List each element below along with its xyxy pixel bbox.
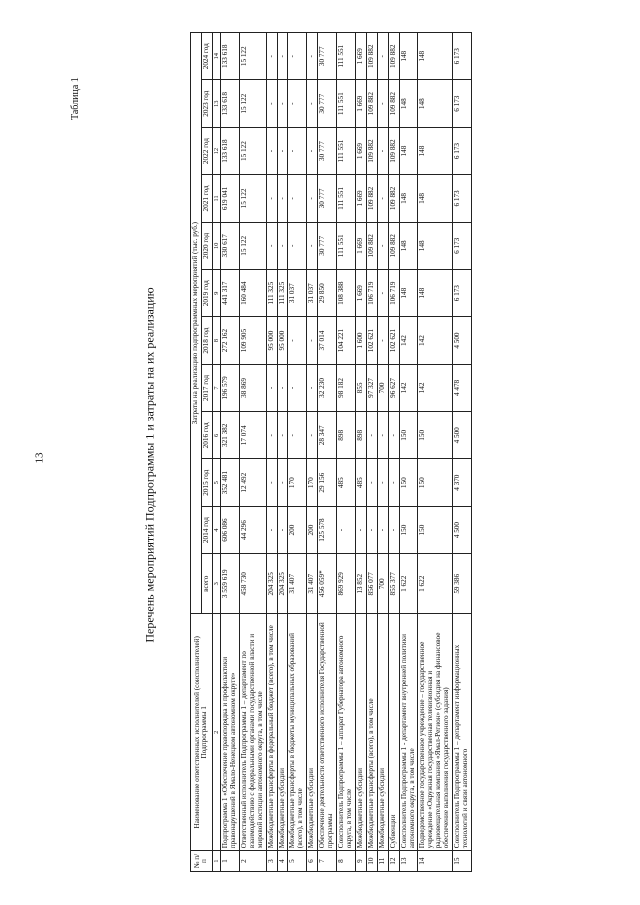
row-number: 13	[399, 851, 418, 872]
row-value: -	[377, 175, 388, 222]
header-column-number: 13	[212, 80, 220, 127]
row-value: 109 882	[388, 175, 399, 222]
page-number: 13	[33, 452, 46, 464]
row-value: 619 041	[220, 175, 239, 222]
rotated-table-container	[190, 32, 640, 872]
row-value: 148	[399, 222, 418, 269]
header-year: 2016 год	[201, 412, 212, 459]
row-value: 3 559 619	[220, 554, 239, 614]
row-value: 142	[418, 364, 453, 411]
row-value: -	[307, 222, 318, 269]
row-value: 109 882	[366, 222, 377, 269]
header-year: 2014 год	[201, 506, 212, 553]
table-row	[399, 33, 418, 872]
row-value: 15 122	[239, 175, 266, 222]
row-value: 1 669	[355, 175, 366, 222]
row-value: -	[307, 412, 318, 459]
row-value: 106 719	[388, 270, 399, 317]
row-value: 111 551	[337, 33, 356, 81]
row-number: 8	[337, 851, 356, 872]
row-value: 441 317	[220, 270, 239, 317]
row-value: 148	[399, 270, 418, 317]
row-number: 12	[388, 851, 399, 872]
row-value: 15 122	[239, 127, 266, 174]
row-value: 109 882	[388, 127, 399, 174]
table-row	[239, 33, 266, 872]
row-value: 352 481	[220, 459, 239, 506]
row-value: -	[288, 222, 307, 269]
table-row	[307, 33, 318, 872]
row-value: -	[266, 459, 277, 506]
row-value: 30 777	[318, 175, 337, 222]
table-row	[366, 33, 377, 872]
row-value: 59 386	[453, 554, 472, 614]
row-value: 4 500	[453, 412, 472, 459]
row-value: 17 074	[239, 412, 266, 459]
row-value: 4 500	[453, 317, 472, 364]
row-name: Межбюджетные трансферты в федеральный бюджет (всего), в том числе	[266, 614, 277, 851]
row-value: -	[377, 412, 388, 459]
row-value: 15 122	[239, 33, 266, 81]
row-value: 456 059*	[318, 554, 337, 614]
row-value: -	[288, 412, 307, 459]
row-value: -	[266, 175, 277, 222]
header-column-number: 1	[212, 851, 220, 872]
row-value: -	[307, 175, 318, 222]
row-value: 148	[418, 127, 453, 174]
header-column-number: 8	[212, 317, 220, 364]
row-value: 142	[418, 317, 453, 364]
row-value: 855 377	[388, 554, 399, 614]
row-value: 1 669	[355, 127, 366, 174]
header-column-number: 10	[212, 222, 220, 269]
row-value: 108 388	[337, 270, 356, 317]
row-value: 109 882	[388, 222, 399, 269]
row-value: -	[307, 127, 318, 174]
row-value: -	[277, 222, 288, 269]
row-value: 106 719	[366, 270, 377, 317]
header-year: 2024 год	[201, 33, 212, 81]
row-value: -	[288, 127, 307, 174]
row-number: 7	[318, 851, 337, 872]
header-column-number: 2	[212, 614, 220, 851]
row-value: 96 627	[388, 364, 399, 411]
row-value: -	[355, 506, 366, 553]
row-value: 485	[337, 459, 356, 506]
row-value: -	[307, 33, 318, 81]
row-value: 458 730	[239, 554, 266, 614]
row-value: -	[366, 459, 377, 506]
row-value: 31 037	[288, 270, 307, 317]
row-value: -	[277, 459, 288, 506]
header-year: 2023 год	[201, 80, 212, 127]
row-value: -	[377, 33, 388, 81]
row-value: 200	[307, 506, 318, 553]
row-value: 170	[288, 459, 307, 506]
row-value: -	[277, 364, 288, 411]
row-value: -	[337, 506, 356, 553]
header-year: 2019 год	[201, 270, 212, 317]
row-value: -	[377, 80, 388, 127]
row-value: 855	[355, 364, 366, 411]
row-value: 869 929	[337, 554, 356, 614]
row-name: Подведомственное государственное учреждение – государственное учреждение «Окружная государственная телевизионная и радиовещательная компания «Ямал-Регион» (субсидия на финансовое обеспечение выполнения государственного задания)	[418, 614, 453, 851]
row-value: 142	[399, 364, 418, 411]
row-value: 142	[399, 317, 418, 364]
row-value: 150	[418, 459, 453, 506]
row-value: 150	[399, 412, 418, 459]
row-value: 148	[399, 127, 418, 174]
row-value: -	[377, 317, 388, 364]
row-value: 150	[418, 412, 453, 459]
row-value: 109 882	[366, 127, 377, 174]
table-row	[377, 33, 388, 872]
row-value: 109 882	[366, 33, 377, 81]
row-value: 97 327	[366, 364, 377, 411]
row-value: -	[277, 80, 288, 127]
row-value: -	[266, 33, 277, 81]
row-value: 133 618	[220, 33, 239, 81]
row-value: 1 600	[355, 317, 366, 364]
row-value: 125 578	[318, 506, 337, 553]
row-value: 4 478	[453, 364, 472, 411]
row-value: -	[377, 222, 388, 269]
row-value: -	[266, 506, 277, 553]
row-value: 856 077	[366, 554, 377, 614]
row-value: 95 000	[266, 317, 277, 364]
row-value: 31 407	[307, 554, 318, 614]
row-value: -	[266, 222, 277, 269]
row-value: 102 621	[388, 317, 399, 364]
row-value: 150	[399, 506, 418, 553]
row-value: 102 621	[366, 317, 377, 364]
header-column-number: 7	[212, 364, 220, 411]
row-value: 898	[337, 412, 356, 459]
row-name: Межбюджетные трансферты (всего), в том числе	[366, 614, 377, 851]
row-value: -	[366, 412, 377, 459]
row-number: 6	[307, 851, 318, 872]
header-year: 2021 год	[201, 175, 212, 222]
row-value: 111 325	[277, 270, 288, 317]
table-row	[388, 33, 399, 872]
row-value: 111 551	[337, 175, 356, 222]
header-total: всего	[201, 554, 212, 614]
row-name: Подпрограмма 1 «Обеспечение правопорядка и профилактики правонарушений в Ямало-Ненецком автономном округе»	[220, 614, 239, 851]
row-value: 148	[399, 80, 418, 127]
row-value: -	[266, 127, 277, 174]
header-column-number: 11	[212, 175, 220, 222]
row-number: 4	[277, 851, 288, 872]
table-row	[337, 33, 356, 872]
row-value: 44 296	[239, 506, 266, 553]
row-value: 30 777	[318, 222, 337, 269]
row-value: 111 325	[266, 270, 277, 317]
row-value: -	[288, 175, 307, 222]
row-value: -	[388, 459, 399, 506]
row-value: 109 882	[388, 80, 399, 127]
row-value: 30 777	[318, 80, 337, 127]
row-number: 9	[355, 851, 366, 872]
row-value: -	[377, 459, 388, 506]
header-year: 2017 год	[201, 364, 212, 411]
row-value: -	[266, 80, 277, 127]
header-year: 2020 год	[201, 222, 212, 269]
row-name: Межбюджетные субсидии	[377, 614, 388, 851]
row-value: -	[307, 317, 318, 364]
row-name: Ответственный исполнитель Подпрограммы 1 – департамент по взаимодействию с федеральными органами государственной власти и мировой юстиции автономного округа, в том числе	[239, 614, 266, 851]
row-value: 109 882	[388, 33, 399, 81]
row-value: -	[266, 412, 277, 459]
row-value: -	[377, 270, 388, 317]
row-value: -	[288, 317, 307, 364]
row-name: Межбюджетные субсидии	[277, 614, 288, 851]
row-value: 95 000	[277, 317, 288, 364]
row-value: 29 850	[318, 270, 337, 317]
row-value: 6 173	[453, 127, 472, 174]
row-number: 1	[220, 851, 239, 872]
row-name: Соисполнитель Подпрограммы 1 – аппарат Губернатора автономного округа, в том числе	[337, 614, 356, 851]
row-value: 485	[355, 459, 366, 506]
row-number: 11	[377, 851, 388, 872]
row-value: 200	[288, 506, 307, 553]
row-value: 1 622	[418, 554, 453, 614]
row-name: Субвенции	[388, 614, 399, 851]
row-number: 10	[366, 851, 377, 872]
row-name: Межбюджетные субсидии	[307, 614, 318, 851]
row-value: 12 492	[239, 459, 266, 506]
table-label: Таблица 1	[70, 77, 81, 120]
header-column-number: 6	[212, 412, 220, 459]
row-value: 38 869	[239, 364, 266, 411]
row-value: 700	[377, 554, 388, 614]
row-value: 148	[418, 270, 453, 317]
row-name: Межбюджетные субсидии	[355, 614, 366, 851]
row-value: 6 173	[453, 222, 472, 269]
row-name: Межбюджетные трансферты в бюджеты муниципальных образований (всего), в том числе	[288, 614, 307, 851]
row-value: -	[288, 80, 307, 127]
row-value: 321 382	[220, 412, 239, 459]
row-value: 170	[307, 459, 318, 506]
header-number: № п/п	[191, 851, 213, 872]
table-row	[418, 33, 453, 872]
row-value: 1 669	[355, 33, 366, 81]
document-heading: Перечень мероприятий Подпрограммы 1 и затраты на их реализацию	[142, 287, 157, 643]
table-row	[277, 33, 288, 872]
header-year: 2018 год	[201, 317, 212, 364]
row-value: 160 484	[239, 270, 266, 317]
row-value: 133 618	[220, 127, 239, 174]
row-value: -	[277, 127, 288, 174]
row-value: 31 407	[288, 554, 307, 614]
row-value: 148	[418, 33, 453, 81]
row-value: -	[377, 506, 388, 553]
row-number: 15	[453, 851, 472, 872]
row-value: -	[288, 364, 307, 411]
row-value: 148	[418, 175, 453, 222]
table-row	[355, 33, 366, 872]
row-value: 30 777	[318, 127, 337, 174]
row-value: 98 182	[337, 364, 356, 411]
row-value: 6 173	[453, 80, 472, 127]
row-value: -	[388, 506, 399, 553]
row-name: Соисполнитель Подпрограммы 1 – департамент информационных технологий и связи автономного	[453, 614, 472, 851]
row-value: -	[266, 364, 277, 411]
row-value: 204 325	[277, 554, 288, 614]
row-value: -	[277, 175, 288, 222]
row-value: -	[288, 33, 307, 81]
row-name: Обеспечение деятельности ответственного исполнителя Государственной программы	[318, 614, 337, 851]
row-value: 109 882	[366, 80, 377, 127]
table-row	[288, 33, 307, 872]
header-column-number: 9	[212, 270, 220, 317]
row-value: 28 347	[318, 412, 337, 459]
header-name: Наименование ответственных исполнителей (соисполнителей) Подпрограммы 1	[191, 614, 213, 851]
row-value: 196 579	[220, 364, 239, 411]
row-value: 150	[399, 459, 418, 506]
row-value: 272 162	[220, 317, 239, 364]
row-value: 109 905	[239, 317, 266, 364]
table-row	[220, 33, 239, 872]
row-value: 150	[418, 506, 453, 553]
table-row	[266, 33, 277, 872]
row-number: 14	[418, 851, 453, 872]
row-value: 148	[399, 33, 418, 81]
row-number: 3	[266, 851, 277, 872]
row-value: 111 551	[337, 80, 356, 127]
header-year: 2015 год	[201, 459, 212, 506]
header-year: 2022 год	[201, 127, 212, 174]
row-value: -	[277, 33, 288, 81]
row-value: 148	[399, 175, 418, 222]
row-value: -	[277, 412, 288, 459]
row-value: -	[277, 506, 288, 553]
row-value: 31 037	[307, 270, 318, 317]
row-value: 30 777	[318, 33, 337, 81]
row-value: 15 122	[239, 80, 266, 127]
header-column-number: 4	[212, 506, 220, 553]
costs-table	[190, 32, 472, 872]
row-value: -	[377, 127, 388, 174]
header-costs-group: Затраты на реализацию подпрограммных мероприятий (тыс. руб.)	[191, 33, 202, 614]
table-row	[453, 33, 472, 872]
row-value: 898	[355, 412, 366, 459]
header-column-number: 5	[212, 459, 220, 506]
row-number: 2	[239, 851, 266, 872]
row-value: 15 122	[239, 222, 266, 269]
row-value: 104 221	[337, 317, 356, 364]
row-value: 4 500	[453, 506, 472, 553]
row-name: Соисполнитель Подпрограммы 1 - департамент внутренней политики автономного округа, в том числе	[399, 614, 418, 851]
row-value: 29 156	[318, 459, 337, 506]
row-value: 4 370	[453, 459, 472, 506]
row-value: -	[307, 80, 318, 127]
row-value: 700	[377, 364, 388, 411]
row-value: 1 669	[355, 222, 366, 269]
table-row	[318, 33, 337, 872]
row-value: 109 882	[366, 175, 377, 222]
row-value: 1 669	[355, 270, 366, 317]
row-value: 148	[418, 80, 453, 127]
row-value: 6 173	[453, 270, 472, 317]
row-value: 111 551	[337, 222, 356, 269]
row-value: 13 852	[355, 554, 366, 614]
header-column-number: 14	[212, 33, 220, 81]
row-value: 32 230	[318, 364, 337, 411]
header-column-number: 12	[212, 127, 220, 174]
row-value: -	[366, 506, 377, 553]
row-value: 606 086	[220, 506, 239, 553]
row-value: -	[307, 364, 318, 411]
row-value: 6 173	[453, 175, 472, 222]
row-value: 1 669	[355, 80, 366, 127]
row-value: 37 014	[318, 317, 337, 364]
row-value: 330 617	[220, 222, 239, 269]
row-value: 111 551	[337, 127, 356, 174]
row-value: -	[388, 412, 399, 459]
row-value: 1 622	[399, 554, 418, 614]
row-value: 6 173	[453, 33, 472, 81]
row-value: 148	[418, 222, 453, 269]
row-value: 133 618	[220, 80, 239, 127]
row-number: 5	[288, 851, 307, 872]
header-column-number: 3	[212, 554, 220, 614]
row-value: 204 325	[266, 554, 277, 614]
